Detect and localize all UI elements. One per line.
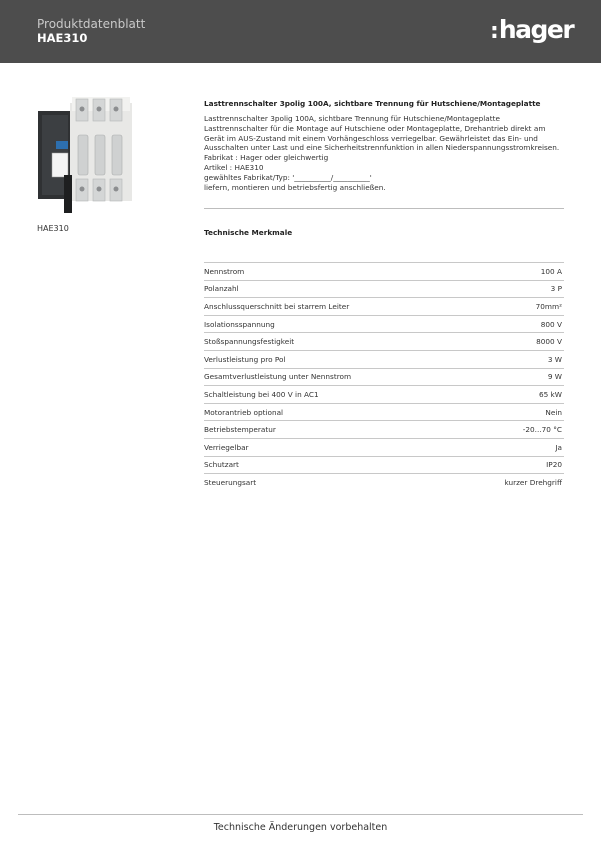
spec-label: Gesamtverlustleistung unter Nennstrom [204, 372, 352, 382]
table-row [204, 262, 564, 280]
table-row [204, 280, 564, 298]
product-description-block [204, 99, 564, 192]
table-row [204, 456, 564, 474]
table-row [204, 332, 564, 350]
description-line: Fabrikat : Hager oder gleichwertig [204, 153, 329, 163]
spec-value: IP20 [546, 460, 562, 470]
spec-value: 3 W [547, 354, 562, 364]
table-row [204, 385, 564, 403]
table-row [204, 473, 564, 491]
description-line: Lasttrennschalter für die Montage auf Hutschiene oder Montageplatte, Drehantrieb direkt am [204, 123, 546, 133]
table-row [204, 420, 564, 438]
spec-label: Nennstrom [204, 266, 245, 276]
spec-label: Stoßspannungsfestigkeit [204, 337, 295, 347]
spec-value: -20...70 °C [522, 425, 562, 435]
description-line: Ausschalten unter Last und eine Sicherheitstrennfunktion in allen Niederspannungsstromkreisen. [204, 143, 560, 153]
spec-label: Verlustleistung pro Pol [204, 354, 286, 364]
document-type: Produktdatenblatt [37, 17, 146, 31]
spec-label: Steuerungsart [204, 477, 257, 487]
description-line: liefern, montieren und betriebsfertig anschließen. [204, 182, 386, 192]
table-row [204, 438, 564, 456]
spec-value: 3 P [550, 284, 562, 294]
spec-value: 70mm² [535, 301, 562, 311]
description-line: Lasttrennschalter 3polig 100A, sichtbare Trennung für Hutschiene/Montageplatte [204, 114, 500, 123]
specs-table [204, 262, 564, 491]
table-row [204, 403, 564, 421]
section-divider [204, 208, 564, 209]
product-code: HAE310 [37, 31, 88, 45]
spec-value: 9 W [547, 372, 562, 382]
spec-label: Motorantrieb optional [204, 407, 284, 417]
spec-value: 100 A [540, 266, 562, 276]
spec-label: Schaltleistung bei 400 V in AC1 [204, 389, 319, 399]
hager-logo: :hager [490, 15, 574, 44]
spec-label: Anschlussquerschnitt bei starrem Leiter [204, 301, 350, 311]
spec-value: Nein [545, 407, 562, 417]
description-line: gewähltes Fabrikat/Typ: '__________/__________' [204, 172, 372, 182]
description-line: Gerät im AUS-Zustand mit einem Vorhängeschloss verriegelbar. Gewährleistet das Ein- und [204, 133, 538, 143]
spec-label: Polanzahl [204, 284, 239, 294]
table-row [204, 315, 564, 333]
spec-value: 800 V [540, 319, 562, 329]
spec-value: kurzer Drehgriff [504, 477, 562, 487]
spec-label: Isolationsspannung [204, 319, 275, 329]
description-line: Artikel : HAE310 [204, 162, 264, 172]
footer-divider [18, 814, 583, 815]
footer-note: Technische Änderungen vorbehalten [213, 822, 388, 833]
image-caption: HAE310 [37, 224, 69, 233]
spec-label: Schutzart [204, 460, 239, 470]
table-row [204, 297, 564, 315]
product-title: Lasttrennschalter 3polig 100A, sichtbare Trennung für Hutschiene/Montageplatte [204, 99, 541, 108]
table-row [204, 350, 564, 368]
spec-value: 65 kW [538, 389, 562, 399]
product-image [36, 95, 136, 220]
table-row [204, 368, 564, 386]
spec-value: Ja [555, 442, 562, 452]
product-description [204, 114, 564, 192]
header-bar [0, 0, 601, 63]
specs-title: Technische Merkmale [204, 228, 293, 237]
spec-label: Verriegelbar [204, 442, 249, 452]
spec-label: Betriebstemperatur [204, 425, 276, 435]
spec-value: 8000 V [536, 337, 562, 347]
